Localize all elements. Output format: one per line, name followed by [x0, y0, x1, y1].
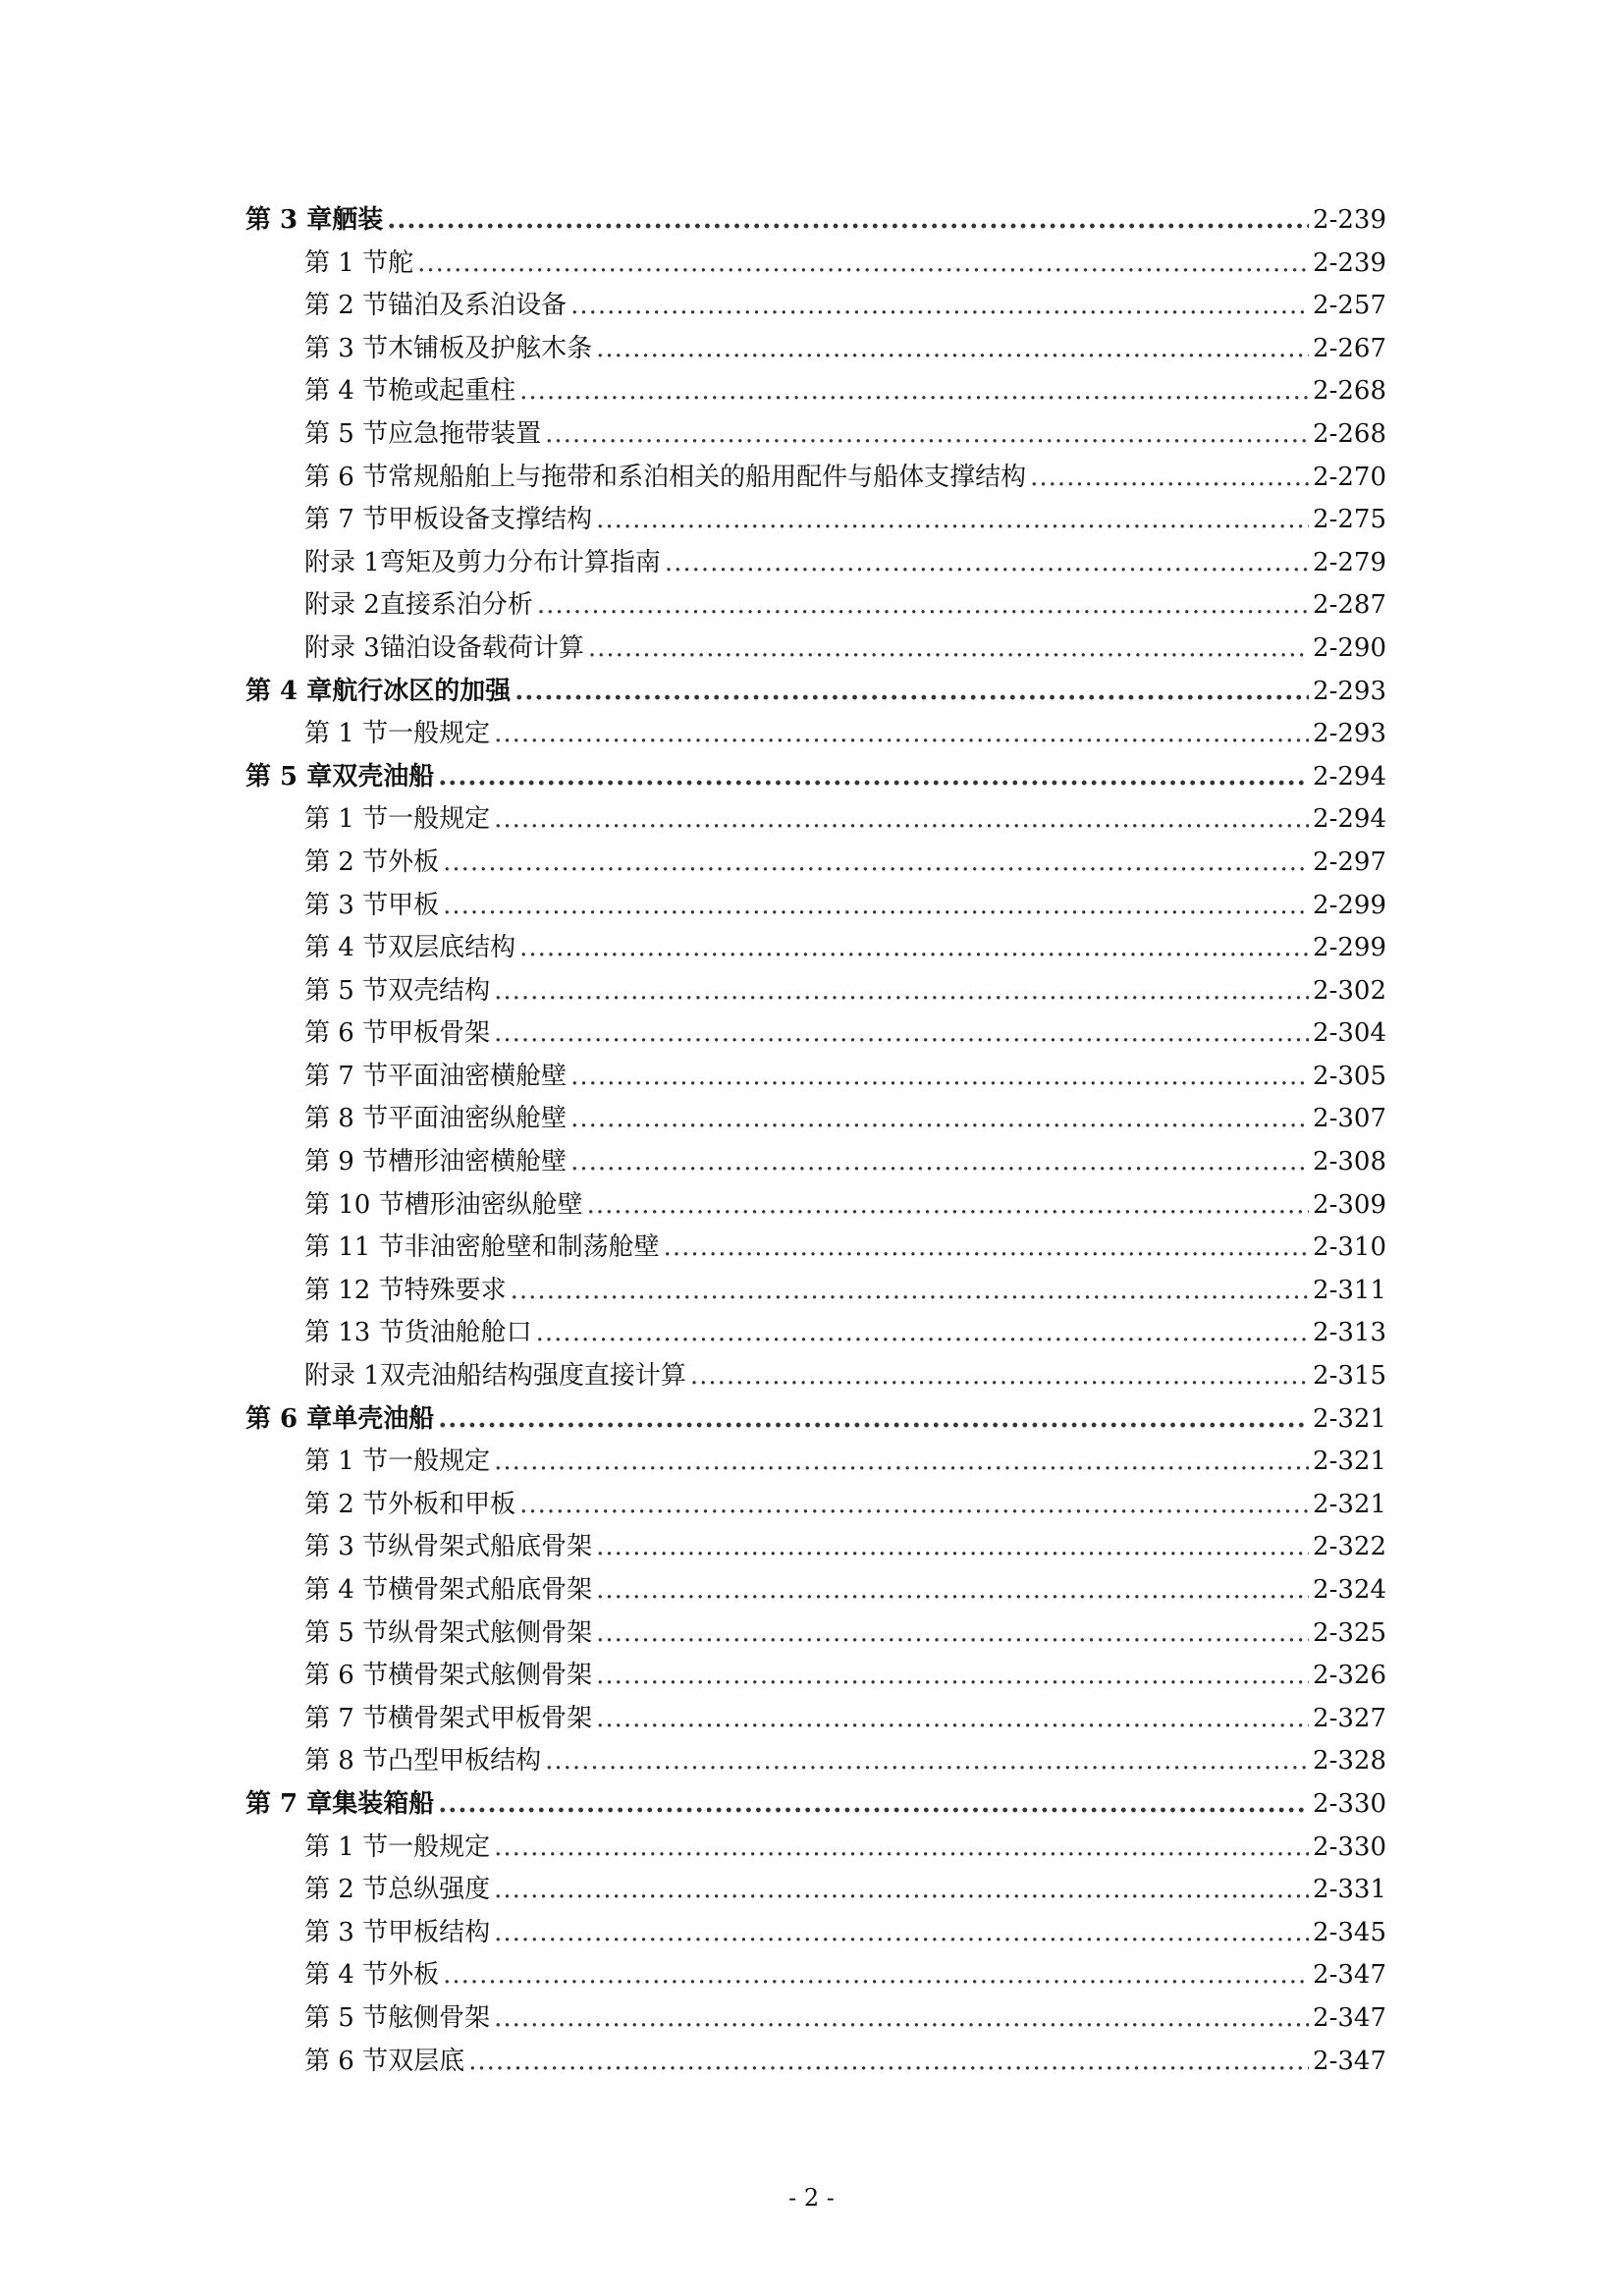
toc-entry-title: 纵骨架式舷侧骨架 — [388, 1617, 593, 1648]
dot-leader — [537, 584, 1309, 628]
toc-entry-number: 第 4 节 — [304, 376, 389, 407]
toc-entry-title: 双壳油船结构强度直接计算 — [379, 1361, 686, 1392]
toc-entry-title: 集装箱船 — [332, 1788, 435, 1819]
toc-entry-title: 货油舱舱口 — [404, 1318, 532, 1348]
page-number: - 2 - — [788, 2184, 835, 2212]
toc-entry-title: 甲板骨架 — [388, 1018, 491, 1049]
toc-section-entry[interactable] — [245, 1827, 1386, 1870]
toc-entry-page: 2-287 — [1313, 590, 1386, 621]
dot-leader — [519, 927, 1309, 970]
dot-leader — [494, 1997, 1309, 2041]
toc-entry-page: 2-294 — [1313, 761, 1386, 792]
toc-entry-page: 2-322 — [1313, 1532, 1386, 1562]
toc-entry-number: 第 1 节 — [304, 804, 389, 835]
toc-entry-number: 第 5 节 — [304, 418, 389, 449]
toc-entry-title: 一般规定 — [388, 1831, 491, 1862]
dot-leader — [494, 1012, 1309, 1056]
dot-leader — [511, 1270, 1309, 1313]
dot-leader — [519, 370, 1309, 413]
dot-leader — [494, 798, 1309, 842]
toc-entry-title: 常规船舶上与拖带和系泊相关的船用配件与船体支撑结构 — [388, 462, 1027, 492]
toc-entry-page: 2-290 — [1313, 632, 1386, 663]
toc-entry-number: 第 6 节 — [304, 462, 389, 492]
dot-leader — [664, 1227, 1309, 1270]
toc-entry-title: 木铺板及护舷木条 — [388, 333, 593, 363]
toc-section-entry[interactable] — [245, 1184, 1386, 1228]
toc-entry-number: 附录 1 — [304, 1361, 380, 1392]
toc-entry-page: 2-267 — [1313, 333, 1386, 363]
toc-section-entry[interactable] — [245, 457, 1386, 500]
toc-entry-title: 纵骨架式船底骨架 — [388, 1532, 593, 1562]
toc-entry-page: 2-239 — [1313, 247, 1386, 278]
toc-entry-number: 第 3 节 — [304, 1917, 389, 1947]
toc-entry-number: 第 12 节 — [304, 1275, 405, 1305]
toc-entry-title: 舾装 — [332, 205, 384, 235]
toc-section-entry[interactable] — [245, 927, 1386, 970]
toc-entry-number: 第 4 节 — [304, 1960, 389, 1991]
dot-leader — [596, 1655, 1309, 1698]
dot-leader — [536, 1312, 1309, 1355]
toc-entry-number: 第 2 节 — [304, 1875, 389, 1905]
toc-section-entry[interactable] — [245, 584, 1386, 628]
toc-entry-page: 2-347 — [1313, 2002, 1386, 2033]
dot-leader — [438, 1398, 1309, 1442]
toc-entry-page: 2-293 — [1313, 719, 1386, 749]
toc-entry-title: 锚泊设备载荷计算 — [379, 632, 584, 663]
toc-entry-number: 第 5 节 — [304, 1617, 389, 1648]
toc-section-entry[interactable] — [245, 1869, 1386, 1912]
dot-leader — [494, 1869, 1309, 1912]
toc-entry-page: 2-324 — [1313, 1575, 1386, 1605]
toc-section-entry[interactable] — [245, 1056, 1386, 1099]
toc-entry-page: 2-293 — [1313, 676, 1386, 706]
toc-entry-title: 甲板 — [388, 890, 440, 920]
toc-entry-title: 甲板设备支撑结构 — [388, 505, 593, 535]
toc-section-entry[interactable] — [245, 1912, 1386, 1955]
toc-entry-number: 第 6 章 — [245, 1403, 333, 1434]
toc-entry-number: 附录 1 — [304, 547, 380, 577]
toc-entry-page: 2-275 — [1313, 505, 1386, 535]
dot-leader — [570, 1056, 1309, 1099]
toc-entry-page: 2-330 — [1313, 1831, 1386, 1862]
toc-entry-number: 第 7 节 — [304, 505, 389, 535]
toc-section-entry[interactable] — [245, 1355, 1386, 1398]
toc-entry-title: 横骨架式舷侧骨架 — [388, 1661, 593, 1691]
toc-entry-page: 2-239 — [1313, 205, 1386, 235]
toc-entry-title: 总纵强度 — [388, 1875, 491, 1905]
toc-entry-title: 应急拖带装置 — [388, 418, 542, 449]
toc-section-entry[interactable] — [245, 713, 1386, 756]
toc-entry-number: 第 13 节 — [304, 1318, 405, 1348]
toc-entry-number: 第 11 节 — [304, 1232, 405, 1263]
toc-section-entry[interactable] — [245, 285, 1386, 328]
dot-leader — [494, 1441, 1309, 1484]
toc-entry-number: 第 5 章 — [245, 761, 333, 792]
dot-leader — [596, 1613, 1309, 1656]
toc-entry-number: 第 4 节 — [304, 933, 389, 963]
toc-entry-page: 2-311 — [1313, 1275, 1386, 1305]
toc-entry-number: 第 3 章 — [245, 205, 333, 235]
toc-entry-number: 第 8 节 — [304, 1104, 389, 1134]
toc-entry-page: 2-308 — [1313, 1147, 1386, 1177]
toc-entry-number: 附录 3 — [304, 632, 380, 663]
toc-entry-title: 非油密舱壁和制荡舱壁 — [404, 1232, 660, 1263]
table-of-contents — [245, 199, 1386, 2083]
toc-entry-page: 2-328 — [1313, 1746, 1386, 1777]
dot-leader — [665, 542, 1309, 585]
toc-section-entry[interactable] — [245, 1141, 1386, 1184]
toc-entry-title: 双壳结构 — [388, 975, 491, 1006]
toc-chapter-entry[interactable] — [245, 199, 1386, 243]
toc-entry-number: 第 5 节 — [304, 975, 389, 1006]
toc-entry-number: 第 3 节 — [304, 333, 389, 363]
toc-entry-number: 第 1 节 — [304, 1831, 389, 1862]
toc-section-entry[interactable] — [245, 1655, 1386, 1698]
toc-entry-number: 第 2 节 — [304, 291, 389, 321]
toc-entry-number: 第 7 节 — [304, 1061, 389, 1091]
dot-leader — [545, 413, 1309, 457]
toc-entry-page: 2-315 — [1313, 1361, 1386, 1392]
toc-entry-number: 第 2 节 — [304, 1489, 389, 1519]
toc-section-entry[interactable] — [245, 1698, 1386, 1741]
toc-section-entry[interactable] — [245, 1997, 1386, 2041]
toc-entry-page: 2-321 — [1313, 1447, 1386, 1477]
toc-section-entry[interactable] — [245, 1098, 1386, 1141]
toc-entry-title: 锚泊及系泊设备 — [388, 291, 568, 321]
toc-chapter-entry[interactable] — [245, 1783, 1386, 1827]
toc-entry-number: 第 3 节 — [304, 1532, 389, 1562]
dot-leader — [596, 499, 1309, 542]
dot-leader — [570, 1098, 1309, 1141]
toc-entry-number: 第 6 节 — [304, 1018, 389, 1049]
toc-entry-title: 槽形油密横舱壁 — [388, 1147, 568, 1177]
toc-entry-page: 2-321 — [1313, 1489, 1386, 1519]
toc-entry-number: 第 2 节 — [304, 847, 389, 877]
toc-entry-page: 2-327 — [1313, 1703, 1386, 1733]
toc-entry-number: 第 3 节 — [304, 890, 389, 920]
toc-entry-title: 特殊要求 — [404, 1275, 507, 1305]
dot-leader — [468, 2041, 1309, 2084]
dot-leader — [494, 1912, 1309, 1955]
toc-entry-page: 2-321 — [1313, 1403, 1386, 1434]
toc-entry-page: 2-345 — [1313, 1917, 1386, 1947]
toc-entry-title: 双壳油船 — [332, 761, 435, 792]
dot-leader — [519, 1484, 1309, 1527]
toc-entry-page: 2-307 — [1313, 1104, 1386, 1134]
toc-entry-page: 2-294 — [1313, 804, 1386, 835]
toc-section-entry[interactable] — [245, 1312, 1386, 1355]
toc-entry-title: 直接系泊分析 — [379, 590, 533, 621]
toc-entry-number: 第 4 节 — [304, 1575, 389, 1605]
dot-leader — [494, 1827, 1309, 1870]
toc-entry-page: 2-309 — [1313, 1189, 1386, 1220]
toc-entry-title: 横骨架式船底骨架 — [388, 1575, 593, 1605]
toc-section-entry[interactable] — [245, 1526, 1386, 1569]
toc-section-entry[interactable] — [245, 1227, 1386, 1270]
toc-entry-page: 2-270 — [1313, 462, 1386, 492]
toc-section-entry[interactable] — [245, 542, 1386, 585]
toc-section-entry[interactable] — [245, 328, 1386, 371]
toc-section-entry[interactable] — [245, 842, 1386, 885]
dot-leader — [514, 671, 1309, 714]
dot-leader — [443, 1954, 1309, 1997]
toc-entry-page: 2-268 — [1313, 376, 1386, 407]
toc-section-entry[interactable] — [245, 1954, 1386, 1997]
toc-entry-page: 2-310 — [1313, 1232, 1386, 1263]
toc-entry-page: 2-305 — [1313, 1061, 1386, 1091]
toc-chapter-entry[interactable] — [245, 756, 1386, 799]
dot-leader — [417, 243, 1309, 286]
toc-section-entry[interactable] — [245, 499, 1386, 542]
dot-leader — [570, 285, 1309, 328]
toc-entry-page: 2-331 — [1313, 1875, 1386, 1905]
toc-chapter-entry[interactable] — [245, 1398, 1386, 1442]
toc-entry-number: 附录 2 — [304, 590, 380, 621]
toc-entry-title: 一般规定 — [388, 719, 491, 749]
dot-leader — [443, 885, 1309, 928]
toc-entry-title: 航行冰区的加强 — [332, 676, 512, 706]
dot-leader — [596, 1526, 1309, 1569]
toc-section-entry[interactable] — [245, 1740, 1386, 1783]
toc-entry-page: 2-299 — [1313, 933, 1386, 963]
dot-leader — [438, 1783, 1309, 1827]
toc-entry-number: 第 4 章 — [245, 676, 333, 706]
toc-entry-title: 舷侧骨架 — [388, 2002, 491, 2033]
dot-leader — [494, 713, 1309, 756]
dot-leader — [387, 199, 1309, 243]
toc-entry-title: 平面油密纵舱壁 — [388, 1104, 568, 1134]
toc-entry-title: 双层底结构 — [388, 933, 516, 963]
toc-entry-page: 2-313 — [1313, 1318, 1386, 1348]
toc-entry-number: 第 9 节 — [304, 1147, 389, 1177]
toc-chapter-entry[interactable] — [245, 671, 1386, 714]
toc-entry-title: 桅或起重柱 — [388, 376, 516, 407]
toc-entry-page: 2-347 — [1313, 2046, 1386, 2076]
toc-entry-title: 一般规定 — [388, 1447, 491, 1477]
toc-section-entry[interactable] — [245, 885, 1386, 928]
dot-leader — [596, 1569, 1309, 1613]
toc-entry-page: 2-257 — [1313, 291, 1386, 321]
toc-section-entry[interactable] — [245, 798, 1386, 842]
dot-leader — [1030, 457, 1309, 500]
dot-leader — [545, 1740, 1309, 1783]
toc-entry-title: 外板 — [388, 1960, 440, 1991]
toc-entry-page: 2-326 — [1313, 1661, 1386, 1691]
toc-entry-number: 第 1 节 — [304, 719, 389, 749]
toc-entry-number: 第 5 节 — [304, 2002, 389, 2033]
dot-leader — [570, 1141, 1309, 1184]
dot-leader — [596, 328, 1309, 371]
toc-entry-title: 凸型甲板结构 — [388, 1746, 542, 1777]
toc-section-entry[interactable] — [245, 628, 1386, 671]
dot-leader — [596, 1698, 1309, 1741]
toc-entry-title: 外板 — [388, 847, 440, 877]
toc-section-entry[interactable] — [245, 1441, 1386, 1484]
toc-entry-number: 第 7 章 — [245, 1788, 333, 1819]
toc-section-entry[interactable] — [245, 2041, 1386, 2084]
toc-entry-title: 一般规定 — [388, 804, 491, 835]
toc-entry-title: 槽形油密纵舱壁 — [404, 1189, 583, 1220]
toc-entry-title: 弯矩及剪力分布计算指南 — [379, 547, 661, 577]
toc-section-entry[interactable] — [245, 413, 1386, 457]
toc-entry-page: 2-297 — [1313, 847, 1386, 877]
toc-section-entry[interactable] — [245, 370, 1386, 413]
toc-entry-title: 单壳油船 — [332, 1403, 435, 1434]
toc-section-entry[interactable] — [245, 1569, 1386, 1613]
toc-entry-number: 第 10 节 — [304, 1189, 405, 1220]
toc-entry-page: 2-268 — [1313, 418, 1386, 449]
toc-section-entry[interactable] — [245, 243, 1386, 286]
toc-entry-title: 平面油密横舱壁 — [388, 1061, 568, 1091]
toc-entry-page: 2-299 — [1313, 890, 1386, 920]
toc-entry-title: 横骨架式甲板骨架 — [388, 1703, 593, 1733]
toc-entry-number: 第 8 节 — [304, 1746, 389, 1777]
toc-section-entry[interactable] — [245, 970, 1386, 1013]
dot-leader — [690, 1355, 1309, 1398]
toc-entry-page: 2-304 — [1313, 1018, 1386, 1049]
toc-entry-page: 2-347 — [1313, 1960, 1386, 1991]
dot-leader — [587, 1184, 1309, 1228]
toc-section-entry[interactable] — [245, 1012, 1386, 1056]
toc-entry-title: 双层底 — [388, 2046, 465, 2076]
toc-entry-number: 第 6 节 — [304, 1661, 389, 1691]
toc-entry-title: 甲板结构 — [388, 1917, 491, 1947]
toc-entry-number: 第 1 节 — [304, 1447, 389, 1477]
toc-section-entry[interactable] — [245, 1613, 1386, 1656]
toc-section-entry[interactable] — [245, 1484, 1386, 1527]
dot-leader — [588, 628, 1309, 671]
toc-entry-number: 第 6 节 — [304, 2046, 389, 2076]
toc-entry-page: 2-330 — [1313, 1788, 1386, 1819]
toc-entry-number: 第 1 节 — [304, 247, 389, 278]
dot-leader — [438, 756, 1309, 799]
dot-leader — [443, 842, 1309, 885]
toc-entry-title: 外板和甲板 — [388, 1489, 516, 1519]
toc-entry-page: 2-325 — [1313, 1617, 1386, 1648]
toc-section-entry[interactable] — [245, 1270, 1386, 1313]
toc-entry-page: 2-279 — [1313, 547, 1386, 577]
dot-leader — [494, 970, 1309, 1013]
toc-entry-number: 第 7 节 — [304, 1703, 389, 1733]
toc-entry-title: 舵 — [388, 247, 414, 278]
toc-entry-page: 2-302 — [1313, 975, 1386, 1006]
